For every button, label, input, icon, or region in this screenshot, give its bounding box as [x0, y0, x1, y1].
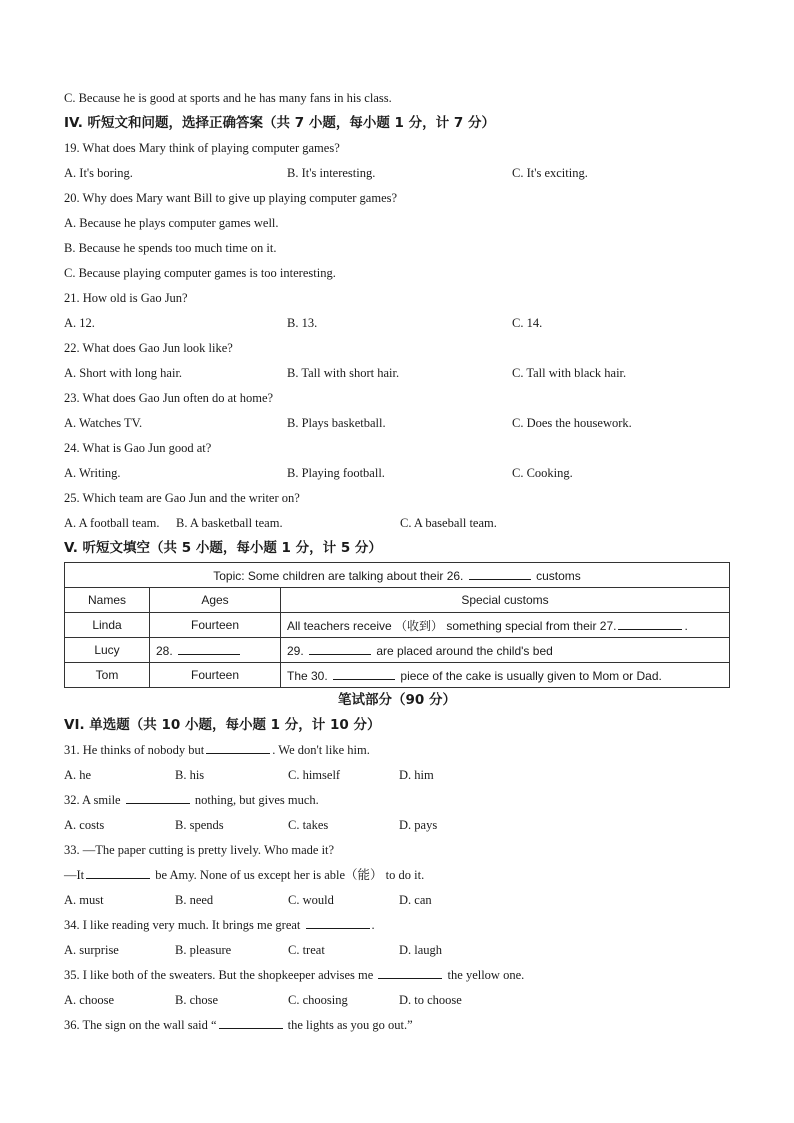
blank-36	[219, 1016, 283, 1029]
q19-options	[64, 161, 730, 186]
header-names: Names	[65, 588, 150, 613]
blank-34	[306, 916, 370, 929]
q19-option-c: C. It's exciting.	[512, 166, 588, 180]
q33-option-b: B. need	[175, 893, 214, 907]
blank-31	[206, 741, 270, 754]
q35-option-a: A. choose	[64, 993, 114, 1007]
q25-option-b: B. A basketball team.	[176, 516, 283, 530]
q21-option-a: A. 12.	[64, 316, 95, 330]
q32-options	[64, 813, 730, 838]
header-ages: Ages	[150, 588, 281, 613]
q35-options	[64, 988, 730, 1013]
q31-option-a: A. he	[64, 768, 92, 782]
table-row	[65, 638, 730, 663]
section-4-heading: IV. 听短文和问题，选择正确答案（共 7 小题，每小题 1 分，计 7 分）	[64, 115, 495, 131]
blank-27	[618, 617, 682, 630]
cell-age: Fourteen	[150, 663, 281, 688]
q23-question: 23. What does Gao Jun often do at home?	[64, 391, 274, 405]
q22-option-a: A. Short with long hair.	[64, 366, 183, 380]
blank-28	[178, 642, 240, 655]
table-topic: Topic: Some children are talking about their 26. customs	[65, 563, 730, 588]
q20-option-a: A. Because he plays computer games well.	[64, 216, 279, 230]
q35-option-b: B. chose	[175, 993, 219, 1007]
cell-name: Linda	[65, 613, 150, 638]
q19-option-b: B. It's interesting.	[287, 166, 376, 180]
q31-option-c: C. himself	[288, 768, 341, 782]
written-part-title: 笔试部分（90 分）	[338, 692, 456, 708]
cell-age: Fourteen	[150, 613, 281, 638]
q31-question: 31. He thinks of nobody but . We don't like him.	[64, 743, 370, 757]
q18-option-c: C. Because he is good at sports and he has many fans in his class.	[64, 91, 392, 105]
blank-30	[333, 667, 395, 680]
q31-option-b: B. his	[175, 768, 205, 782]
q24-question: 24. What is Gao Jun good at?	[64, 441, 212, 455]
q24-option-a: A. Writing.	[64, 466, 121, 480]
q33-option-c: C. would	[288, 893, 334, 907]
q33-options	[64, 888, 730, 913]
q19-option-a: A. It's boring.	[64, 166, 133, 180]
cell-name: Tom	[65, 663, 150, 688]
q32-option-a: A. costs	[64, 818, 105, 832]
q22-options	[64, 361, 730, 386]
section-5-heading: V. 听短文填空（共 5 小题，每小题 1 分，计 5 分）	[64, 540, 382, 556]
q24-option-c: C. Cooking.	[512, 466, 573, 480]
cell-custom: 29. are placed around the child's bed	[281, 638, 730, 663]
cell-custom: All teachers receive （收到） something special from their 27. .	[281, 613, 730, 638]
exam-page	[64, 86, 730, 1038]
q34-option-a: A. surprise	[64, 943, 119, 957]
q34-option-d: D. laugh	[399, 943, 443, 957]
q20-option-c: C. Because playing computer games is too interesting.	[64, 266, 336, 280]
blank-35	[378, 966, 442, 979]
cell-custom: The 30. piece of the cake is usually given to Mom or Dad.	[281, 663, 730, 688]
q21-options	[64, 311, 730, 336]
q34-option-b: B. pleasure	[175, 943, 232, 957]
cell-name: Lucy	[65, 638, 150, 663]
table-header-row	[65, 588, 730, 613]
blank-26	[469, 567, 531, 580]
q34-options	[64, 938, 730, 963]
customs-table	[64, 562, 730, 688]
q23-option-c: C. Does the housework.	[512, 416, 632, 430]
q21-question: 21. How old is Gao Jun?	[64, 291, 188, 305]
q23-option-b: B. Plays basketball.	[287, 416, 386, 430]
q34-option-c: C. treat	[288, 943, 325, 957]
q23-option-a: A. Watches TV.	[64, 416, 143, 430]
q32-option-c: C. takes	[288, 818, 329, 832]
q31-options	[64, 763, 730, 788]
q25-option-c: C. A baseball team.	[400, 516, 497, 530]
q22-option-c: C. Tall with black hair.	[512, 366, 627, 380]
q25-option-a: A. A football team.	[64, 516, 160, 530]
q25-options	[64, 511, 730, 536]
q35-option-d: D. to choose	[399, 993, 462, 1007]
q32-option-b: B. spends	[175, 818, 224, 832]
table-row	[65, 613, 730, 638]
table-row	[65, 663, 730, 688]
q25-question: 25. Which team are Gao Jun and the writer on?	[64, 491, 300, 505]
q32-option-d: D. pays	[399, 818, 438, 832]
section-6-heading: VI. 单选题（共 10 小题，每小题 1 分，计 10 分）	[64, 717, 381, 733]
q21-option-b: B. 13.	[287, 316, 318, 330]
q33-option-d: D. can	[399, 893, 432, 907]
q22-option-b: B. Tall with short hair.	[287, 366, 400, 380]
q20-option-b: B. Because he spends too much time on it.	[64, 241, 277, 255]
cell-age: 28.	[150, 638, 281, 663]
q20-question: 20. Why does Mary want Bill to give up playing computer games?	[64, 191, 398, 205]
table-row	[65, 563, 730, 588]
q33-question: 33. —The paper cutting is pretty lively. Who made it?	[64, 843, 335, 857]
q24-options	[64, 461, 730, 486]
q32-question: 32. A smile nothing, but gives much.	[64, 793, 319, 807]
q31-option-d: D. him	[399, 768, 434, 782]
q33-option-a: A. must	[64, 893, 104, 907]
q19-question: 19. What does Mary think of playing computer games?	[64, 141, 340, 155]
header-special-customs: Special customs	[281, 588, 730, 613]
blank-32	[126, 791, 190, 804]
q35-option-c: C. choosing	[288, 993, 348, 1007]
q24-option-b: B. Playing football.	[287, 466, 385, 480]
q34-question: 34. I like reading very much. It brings me great .	[64, 918, 375, 932]
blank-33	[86, 866, 150, 879]
q22-question: 22. What does Gao Jun look like?	[64, 341, 233, 355]
blank-29	[309, 642, 371, 655]
q36-question: 36. The sign on the wall said “ the lights as you go out.”	[64, 1018, 413, 1032]
q21-option-c: C. 14.	[512, 316, 543, 330]
q35-question: 35. I like both of the sweaters. But the shopkeeper advises me the yellow one.	[64, 968, 525, 982]
q23-options	[64, 411, 730, 436]
q33-response: —It be Amy. None of us except her is able（能） to do it.	[64, 868, 425, 882]
